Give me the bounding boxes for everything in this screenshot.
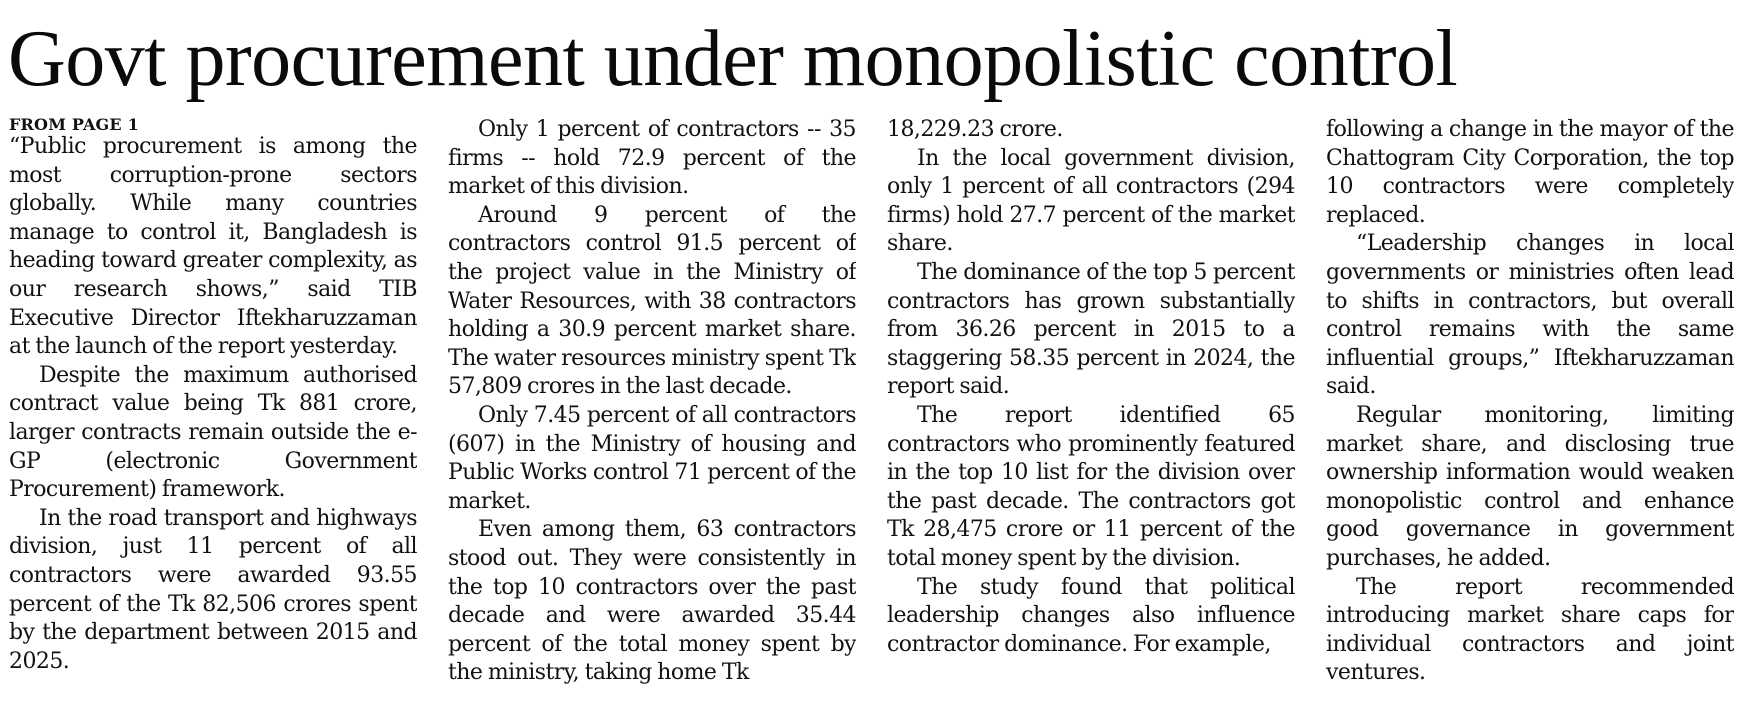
- paragraph: 18,229.23 crore.: [887, 117, 1063, 142]
- paragraph: Around 9 percent of the contractors control 91.5 percent of the project value in the Ministry of Water Resources, with 38 contractors holding a 30.9 percent market share. The water resources ministry spent Tk 57,809 crores in the last decade.: [448, 202, 856, 400]
- paragraph: The report identified 65 contractors who prominently featured in the top 10 list for the division over the past decade. The contractors got Tk 28,475 crore or 11 percent of the total money spent by the division.: [887, 402, 1295, 571]
- column-1: [9, 116, 417, 696]
- column-2: [448, 116, 856, 696]
- paragraph: Regular monitoring, limiting market share, and disclosing true ownership information would weaken monopolistic control and enhance good governance in government purchases, he added.: [1326, 402, 1734, 571]
- paragraph: Despite the maximum authorised contract value being Tk 881 crore, larger contracts remain outside the e-GP (electronic Government Procurement) framework.: [9, 362, 417, 503]
- paragraph: In the road transport and highways division, just 11 percent of all contractors were awarded 93.55 percent of the Tk 82,506 crores spent by the department between 2015 and 2025.: [9, 505, 417, 674]
- paragraph: The dominance of the top 5 percent contractors has grown substantially from 36.26 percent in 2015 to a staggering 58.35 percent in 2024, the report said.: [887, 259, 1295, 400]
- paragraph: following a change in the mayor of the Chattogram City Corporation, the top 10 contractors were completely replaced.: [1326, 117, 1734, 228]
- paragraph: In the local government division, only 1 percent of all contractors (294 firms) hold 27.7 percent of the market share.: [887, 145, 1295, 257]
- paragraph: Only 1 percent of contractors -- 35 firms -- hold 72.9 percent of the market of this division.: [448, 117, 856, 200]
- column-4: [1326, 116, 1734, 696]
- article-body: [9, 116, 1735, 696]
- paragraph: The report recommended introducing market share caps for individual contractors and joint ventures.: [1326, 574, 1734, 686]
- paragraph: “Leadership changes in local governments or ministries often lead to shifts in contractors, but overall control remains with the same influential groups,” Iftekharuzzaman said.: [1326, 231, 1734, 400]
- continuation-kicker: FROM PAGE 1: [9, 116, 139, 134]
- paragraph: Even among them, 63 contractors stood out. They were consistently in the top 10 contractors over the past decade and were awarded 35.44 percent of the total money spent by the ministry, taking home Tk: [448, 517, 856, 686]
- paragraph: The study found that political leadership changes also influence contractor dominance. For example,: [887, 574, 1295, 657]
- column-3: [887, 116, 1295, 696]
- paragraph: Only 7.45 percent of all contractors (607) in the Ministry of housing and Public Works control 71 percent of the market.: [448, 402, 856, 514]
- paragraph: “Public procurement is among the most corruption-prone sectors globally. While many countries manage to control it, Bangladesh is heading toward greater complexity, as our research shows,” said TIB Executive Director Iftekharuzzaman at the launch of the report yesterday.: [9, 134, 417, 360]
- headline: Govt procurement under monopolistic control: [8, 15, 1458, 103]
